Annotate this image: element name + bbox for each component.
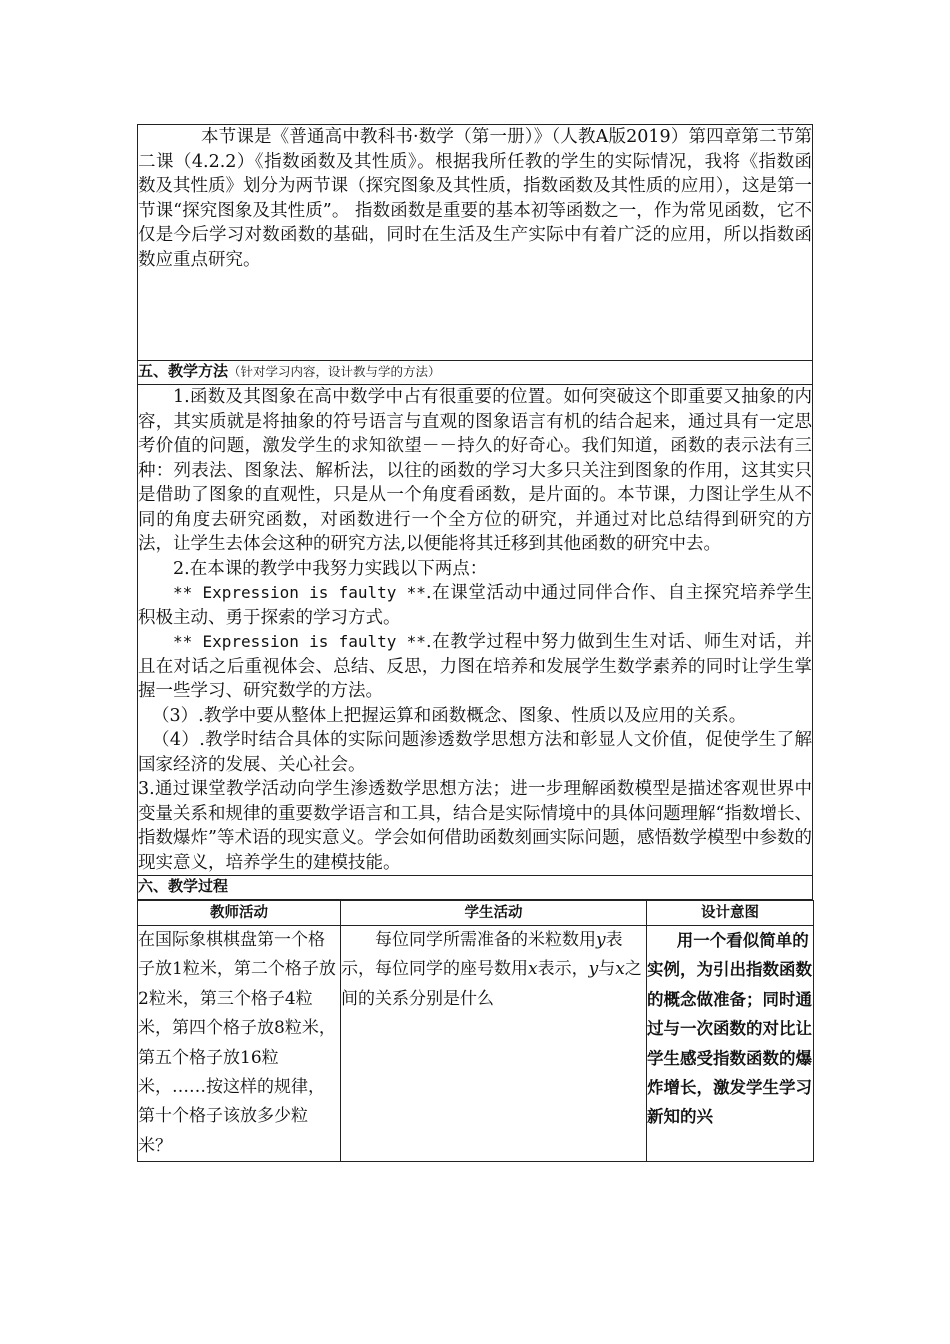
section-5-title: 五、教学方法	[138, 362, 229, 380]
lesson-plan-document	[137, 124, 813, 1162]
method-paragraph-5: （3）.教学中要从整体上把握运算和函数概念、图象、性质以及应用的关系。	[152, 705, 747, 726]
variable-y-2: y	[588, 959, 599, 980]
student-text-b: 表示，每位同学的座号数用	[341, 930, 623, 980]
teaching-method-cell	[138, 385, 813, 876]
method-paragraph-4-text: .在教学过程中努力做到生生对话、师生对话，并且在对话之后重视体会、总结、反思，力图在培养和发展学生数学素养的同时让学生掌握一些学习、研究数学的方法。	[138, 632, 813, 701]
student-text-d: 与	[598, 959, 616, 980]
method-paragraph-4	[138, 630, 812, 704]
method-paragraph-7: 3.通过课堂教学活动向学生渗透数学思想方法；进一步理解函数模型是描述客观世界中变量关系和规律的重要数学语言和工具，结合是实际情境中的具体问题理解“指数增长、指数爆炸”等术语的现实意义。学会如何借助函数刻画实际问题，感悟数学模型中参数的现实意义，培养学生的建模技能。	[138, 779, 812, 873]
method-paragraph-3-text: .在课堂活动中通过同伴合作、自主探究培养学生积极主动、勇于探索的学习方式。	[138, 583, 813, 628]
teaching-process-table	[137, 900, 814, 1162]
student-activity-cell	[341, 926, 647, 1162]
section-5-note: （针对学习内容，设计教与学的方法）	[228, 364, 441, 379]
variable-y: y	[596, 930, 606, 950]
intro-paragraph: 本节课是《普通高中教科书·数学（第一册）》（人教A版2019）第四章第二节第二课（4.2.2）《指数函数及其性质》。根据我所任教的学生的实际情况，我将《指数函数及其性质》划分为两节课（探究图象及其性质，指数函数及其性质的应用），这是第一节课“探究图象及其性质”。 指数函数是重要的基本初等函数之一，作为常见函数，它不仅是今后学习对数函数的基础，同时在生活及生产实际中有着广泛的应用，所以指数函数应重点研究。	[138, 127, 812, 270]
column-header-design: 设计意图	[647, 901, 814, 926]
process-header-row	[138, 901, 814, 926]
student-text-c: 表示，	[537, 959, 589, 980]
variable-x-2: x	[615, 959, 625, 980]
column-header-teacher: 教师活动	[138, 901, 341, 926]
faulty-expression-2: ** Expression is faulty **	[173, 632, 426, 651]
variable-x: x	[528, 959, 538, 980]
faulty-expression-1: ** Expression is faulty **	[173, 583, 426, 602]
intro-cell	[138, 125, 813, 361]
design-intent-cell: 用一个看似简单的实例，为引出指数函数的概念做准备；同时通过与一次函数的对比让学生感受指数函数的爆炸增长，激发学生学习新知的兴	[647, 926, 814, 1162]
lesson-plan-table	[137, 124, 813, 900]
column-header-student: 学生活动	[341, 901, 647, 926]
student-text-a: 每位同学所需准备的米粒数用	[375, 930, 596, 950]
section-6-header	[138, 876, 813, 900]
method-paragraph-2: 2.在本课的教学中我努力实践以下两点：	[173, 558, 488, 579]
process-row	[138, 926, 814, 1162]
method-paragraph-1: 1.函数及其图象在高中数学中占有很重要的位置。如何突破这个即重要又抽象的内容，其实质就是将抽象的符号语言与直观的图象语言有机的结合起来，通过具有一定思考价值的问题，激发学生的求知欲望－－持久的好奇心。我们知道，函数的表示法有三种：列表法、图象法、解析法，以往的函数的学习大多只关注到图象的作用，这其实只是借助了图象的直观性，只是从一个角度看函数，是片面的。本节课，力图让学生从不同的角度去研究函数，对函数进行一个全方位的研究，并通过对比总结得到研究的方法，让学生去体会这种的研究方法,以便能将其迁移到其他函数的研究中去。	[138, 387, 812, 554]
teacher-activity-cell: 在国际象棋棋盘第一个格子放1粒米，第二个格子放2粒米，第三个格子4粒米，第四个格子放8粒米，第五个格子放16粒米，……按这样的规律，第十个格子该放多少粒米？	[138, 926, 341, 1162]
section-6-title: 六、教学过程	[138, 877, 229, 895]
student-text-e: 之间的关系分别是什么	[341, 959, 642, 1009]
method-paragraph-6: （4）.教学时结合具体的实际问题渗透数学思想方法和彰显人文价值，促使学生了解国家经济的发展、关心社会。	[138, 730, 812, 775]
section-5-header	[138, 361, 813, 385]
method-paragraph-3	[138, 581, 812, 630]
